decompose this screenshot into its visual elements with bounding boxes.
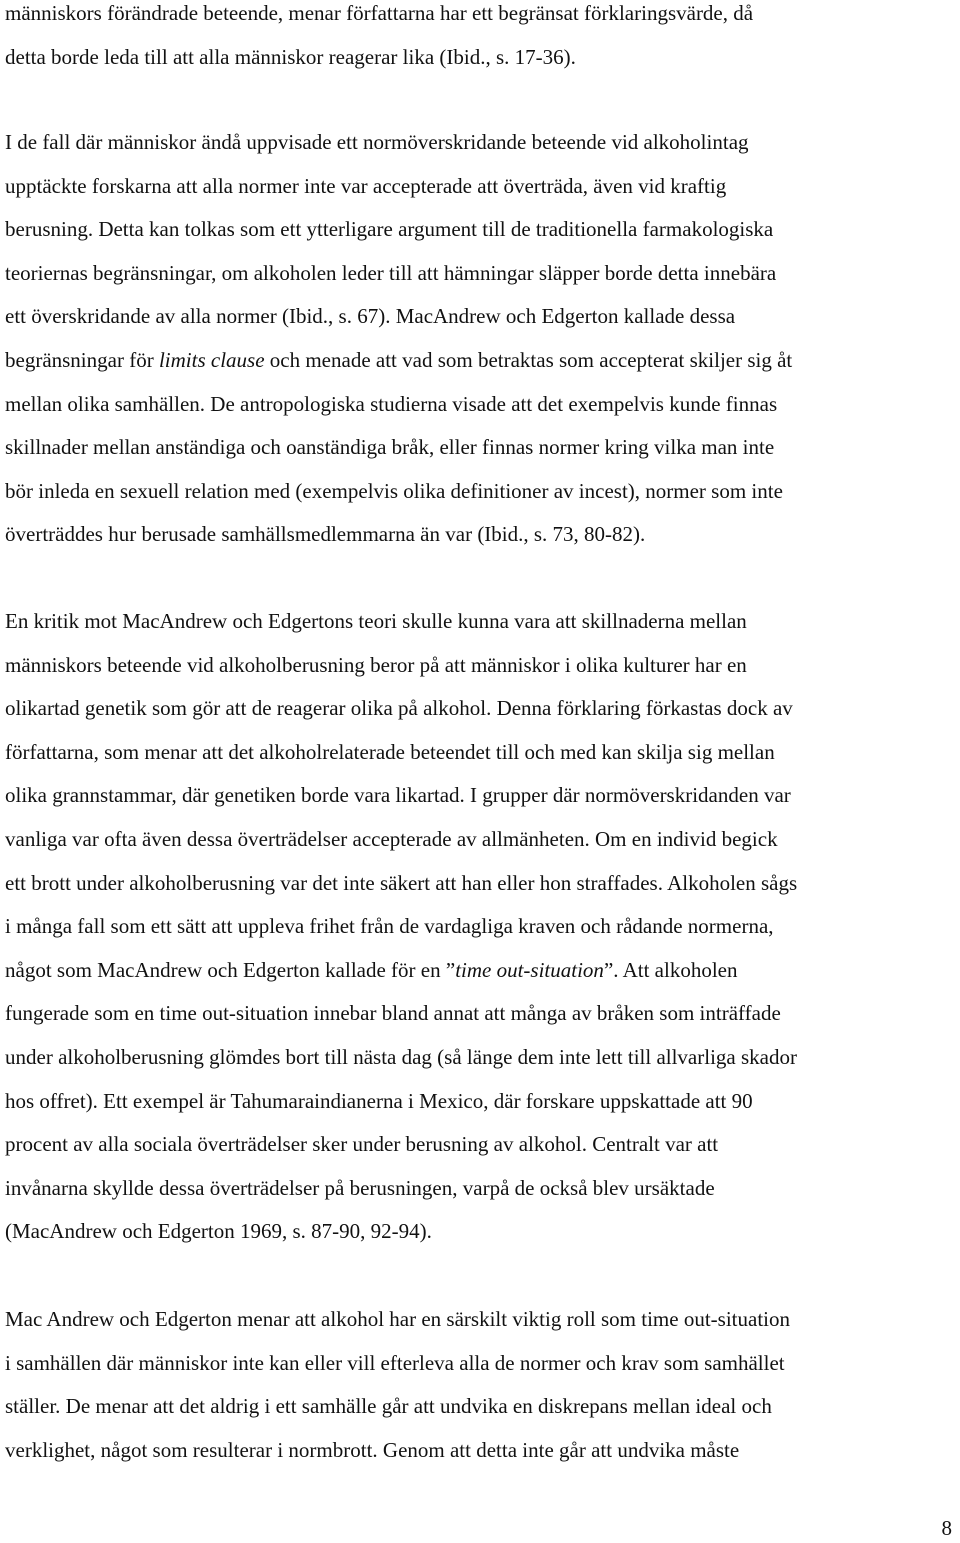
paragraph-4 (5, 1298, 790, 1472)
text-line: berusning. Detta kan tolkas som ett ytterligare argument till de traditionella farmakologiska (5, 217, 774, 242)
text-line: skillnader mellan anständiga och oanständiga bråk, eller finnas normer kring vilka man inte (5, 435, 775, 460)
text-line: människors beteende vid alkoholberusning beror på att människor i olika kulturer har en (5, 652, 747, 677)
text-line: invånarna skyllde dessa överträdelser på berusningen, varpå de också blev ursäktade (5, 1175, 715, 1200)
italic-term: limits clause (158, 347, 265, 372)
text-line: upptäckte forskarna att alla normer inte var accepterade att överträda, även vid kraftig (5, 173, 727, 198)
text-line: Mac Andrew och Edgerton menar att alkohol har en särskilt viktig roll som time out-situation (5, 1307, 790, 1331)
text-line: teoriernas begränsningar, om alkoholen leder till att hämningar släpper borde detta innebära (5, 260, 777, 285)
text-line: författarna, som menar att det alkoholrelaterade beteendet till och med kan skilja sig mellan (5, 739, 775, 764)
text-line: olika grannstammar, där genetiken borde vara likartad. I grupper där normöverskridanden var (5, 783, 791, 808)
page-number: 8 (941, 1516, 952, 1540)
text-line: något som MacAndrew och Edgerton kallade för en ”time out-situation”. Att alkoholen (5, 957, 738, 982)
text-line: bör inleda en sexuell relation med (exempelvis olika definitioner av incest), normer som inte (5, 478, 783, 503)
text-line: hos offret). Ett exempel är Tahumaraindianerna i Mexico, där forskare uppskattade att 90 (5, 1088, 753, 1113)
paragraph-3 (5, 600, 797, 1254)
italic-term: time out-situation (455, 957, 604, 982)
text-line: olikartad genetik som gör att de reagerar olika på alkohol. Denna förklaring förkastas dock av (5, 696, 793, 721)
text-line: överträddes hur berusade samhällsmedlemmarna än var (Ibid., s. 73, 80-82). (5, 522, 646, 547)
text-line: procent av alla sociala överträdelser sker under berusning av alkohol. Centralt var att (5, 1132, 719, 1157)
paragraph-2 (5, 121, 792, 557)
text-line: ställer. De menar att det aldrig i ett samhälle går att undvika en diskrepans mellan ideal och (5, 1394, 772, 1419)
text-line: verklighet, något som resulterar i normbrott. Genom att detta inte går att undvika måste (5, 1437, 740, 1462)
text-line: vanliga var ofta även dessa överträdelser accepterade av allmänheten. Om en individ begick (5, 826, 778, 851)
text-line: mellan olika samhällen. De antropologiska studierna visade att det exempelvis kunde finnas (5, 391, 778, 416)
text-line: i samhällen där människor inte kan eller vill efterleva alla de normer och krav som samhället (5, 1350, 785, 1375)
paragraph-1 (5, 0, 753, 79)
text-line: under alkoholberusning glömdes bort till nästa dag (så länge dem inte lett till allvarliga skador (5, 1044, 797, 1069)
text-line: detta borde leda till att alla människor reagerar lika (Ibid., s. 17-36). (5, 44, 576, 69)
text-line: begränsningar för limits clause och menade att vad som betraktas som accepterat skiljer sig åt (5, 347, 793, 372)
text-line: ett brott under alkoholberusning var det inte säkert att han eller hon straffades. Alkoholen sågs (5, 870, 798, 895)
text-line: fungerade som en time out-situation innebar bland annat att många av bråken som inträffade (5, 1001, 781, 1026)
text-line: I de fall där människor ändå uppvisade ett normöverskridande beteende vid alkoholintag (5, 130, 749, 154)
text-line: i många fall som ett sätt att uppleva frihet från de vardagliga kraven och rådande normerna, (5, 914, 774, 939)
text-line: En kritik mot MacAndrew och Edgertons teori skulle kunna vara att skillnaderna mellan (5, 609, 747, 633)
text-line: (MacAndrew och Edgerton 1969, s. 87-90, 92-94). (5, 1219, 432, 1244)
text-line: ett överskridande av alla normer (Ibid., s. 67). MacAndrew och Edgerton kallade dessa (5, 304, 736, 329)
text-line: människors förändrade beteende, menar författarna har ett begränsat förklaringsvärde, då (5, 1, 754, 25)
